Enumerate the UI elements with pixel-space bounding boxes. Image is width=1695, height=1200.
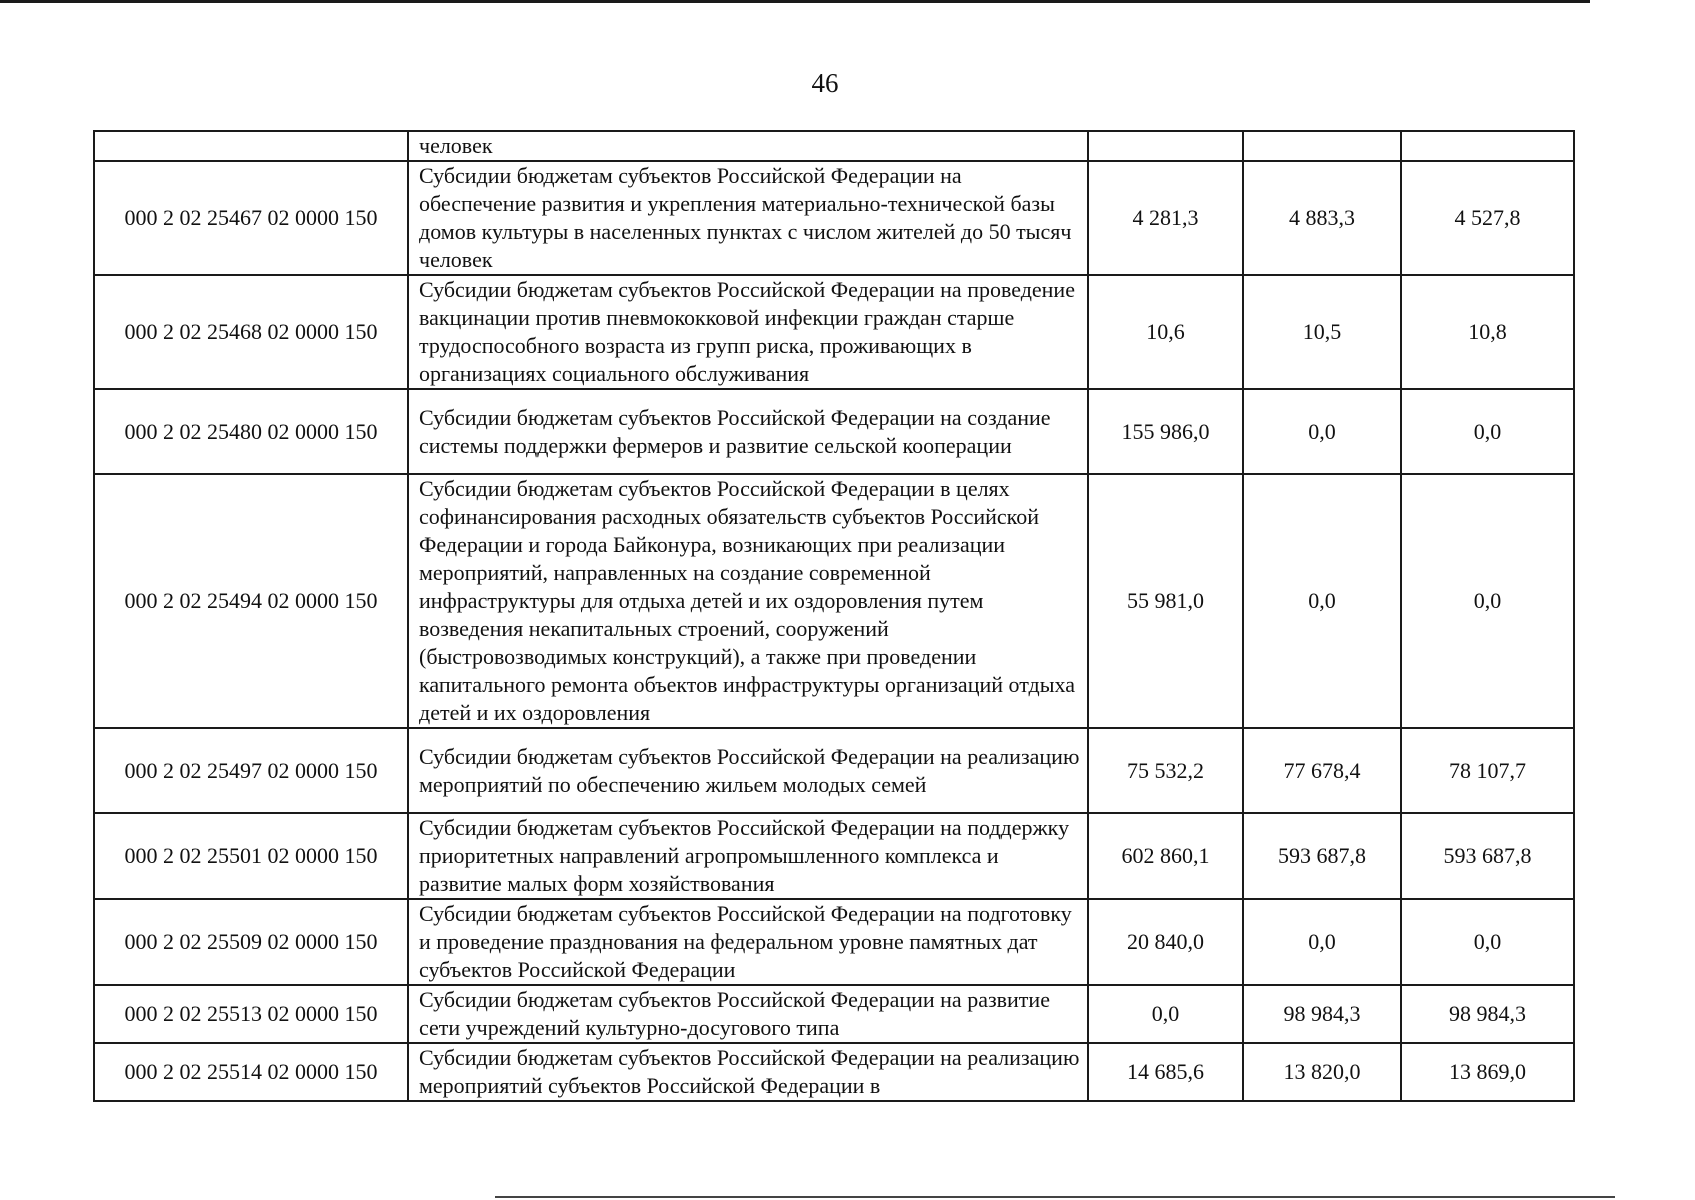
table-row-continuation: [94, 131, 1574, 161]
description-cell: Субсидии бюджетам субъектов Российской Федерации на создание системы поддержки фермеров и развитие сельской кооперации: [408, 389, 1088, 474]
scan-edge-top: [0, 0, 1590, 3]
table-row: [94, 985, 1574, 1043]
description-cell: Субсидии бюджетам субъектов Российской Федерации на проведение вакцинации против пневмококковой инфекции граждан старше трудоспособного возраста из групп риска, проживающих в организациях социального обслуживания: [408, 275, 1088, 389]
value-cell-3: 98 984,3: [1401, 985, 1574, 1043]
code-cell: 000 2 02 25509 02 0000 150: [94, 899, 408, 985]
scan-edge-bottom: [495, 1196, 1615, 1198]
value-cell-1: 20 840,0: [1088, 899, 1243, 985]
value-cell-3: 593 687,8: [1401, 813, 1574, 899]
value-cell-1: 4 281,3: [1088, 161, 1243, 275]
value-cell-2: 0,0: [1243, 899, 1401, 985]
code-cell: 000 2 02 25497 02 0000 150: [94, 728, 408, 813]
code-cell: 000 2 02 25467 02 0000 150: [94, 161, 408, 275]
code-cell: [94, 131, 408, 161]
value-cell-2: 10,5: [1243, 275, 1401, 389]
value-cell-1: 75 532,2: [1088, 728, 1243, 813]
description-cell: Субсидии бюджетам субъектов Российской Федерации на подготовку и проведение празднования на федеральном уровне памятных дат субъектов Российской Федерации: [408, 899, 1088, 985]
value-cell-1: 155 986,0: [1088, 389, 1243, 474]
description-cell: Субсидии бюджетам субъектов Российской Федерации на реализацию мероприятий по обеспечению жильем молодых семей: [408, 728, 1088, 813]
value-cell-1: 55 981,0: [1088, 474, 1243, 728]
budget-table: [93, 130, 1575, 1102]
value-cell-2: 77 678,4: [1243, 728, 1401, 813]
description-cell: Субсидии бюджетам субъектов Российской Федерации на поддержку приоритетных направлений агропромышленного комплекса и развитие малых форм хозяйствования: [408, 813, 1088, 899]
value-cell-3: 4 527,8: [1401, 161, 1574, 275]
code-cell: 000 2 02 25480 02 0000 150: [94, 389, 408, 474]
code-cell: 000 2 02 25494 02 0000 150: [94, 474, 408, 728]
table-row: [94, 728, 1574, 813]
table-row: [94, 899, 1574, 985]
code-cell: 000 2 02 25468 02 0000 150: [94, 275, 408, 389]
table-row: [94, 161, 1574, 275]
table-row: [94, 275, 1574, 389]
value-cell-3: 0,0: [1401, 389, 1574, 474]
value-cell-1: 0,0: [1088, 985, 1243, 1043]
value-cell-3: 0,0: [1401, 899, 1574, 985]
value-cell-2: 98 984,3: [1243, 985, 1401, 1043]
table-row: [94, 813, 1574, 899]
code-cell: 000 2 02 25501 02 0000 150: [94, 813, 408, 899]
value-cell-2: 4 883,3: [1243, 161, 1401, 275]
value-cell-3: 78 107,7: [1401, 728, 1574, 813]
value-cell-3: 10,8: [1401, 275, 1574, 389]
value-cell-2: 0,0: [1243, 389, 1401, 474]
description-cell: Субсидии бюджетам субъектов Российской Федерации на обеспечение развития и укрепления материально-технической базы домов культуры в населенных пунктах с числом жителей до 50 тысяч человек: [408, 161, 1088, 275]
description-cell: Субсидии бюджетам субъектов Российской Федерации в целях софинансирования расходных обязательств субъектов Российской Федерации и города Байконура, возникающих при реализации мероприятий, направленных на создание современной инфраструктуры для отдыха детей и их оздоровления путем возведения некапитальных строений, сооружений (быстровозводимых конструкций), а также при проведении капитального ремонта объектов инфраструктуры организаций отдыха детей и их оздоровления: [408, 474, 1088, 728]
value-cell-3: 0,0: [1401, 474, 1574, 728]
description-cell: Субсидии бюджетам субъектов Российской Федерации на развитие сети учреждений культурно-досугового типа: [408, 985, 1088, 1043]
value-cell-2: [1243, 131, 1401, 161]
value-cell-3: 13 869,0: [1401, 1043, 1574, 1101]
table-row: [94, 474, 1574, 728]
value-cell-1: 14 685,6: [1088, 1043, 1243, 1101]
value-cell-1: [1088, 131, 1243, 161]
description-cell: Субсидии бюджетам субъектов Российской Федерации на реализацию мероприятий субъектов Российской Федерации в: [408, 1043, 1088, 1101]
description-cell: человек: [408, 131, 1088, 161]
value-cell-2: 593 687,8: [1243, 813, 1401, 899]
code-cell: 000 2 02 25513 02 0000 150: [94, 985, 408, 1043]
value-cell-1: 10,6: [1088, 275, 1243, 389]
value-cell-2: 0,0: [1243, 474, 1401, 728]
value-cell-3: [1401, 131, 1574, 161]
table-row: [94, 1043, 1574, 1101]
value-cell-2: 13 820,0: [1243, 1043, 1401, 1101]
code-cell: 000 2 02 25514 02 0000 150: [94, 1043, 408, 1101]
page-number: 46: [811, 68, 839, 98]
table-row: [94, 389, 1574, 474]
value-cell-1: 602 860,1: [1088, 813, 1243, 899]
